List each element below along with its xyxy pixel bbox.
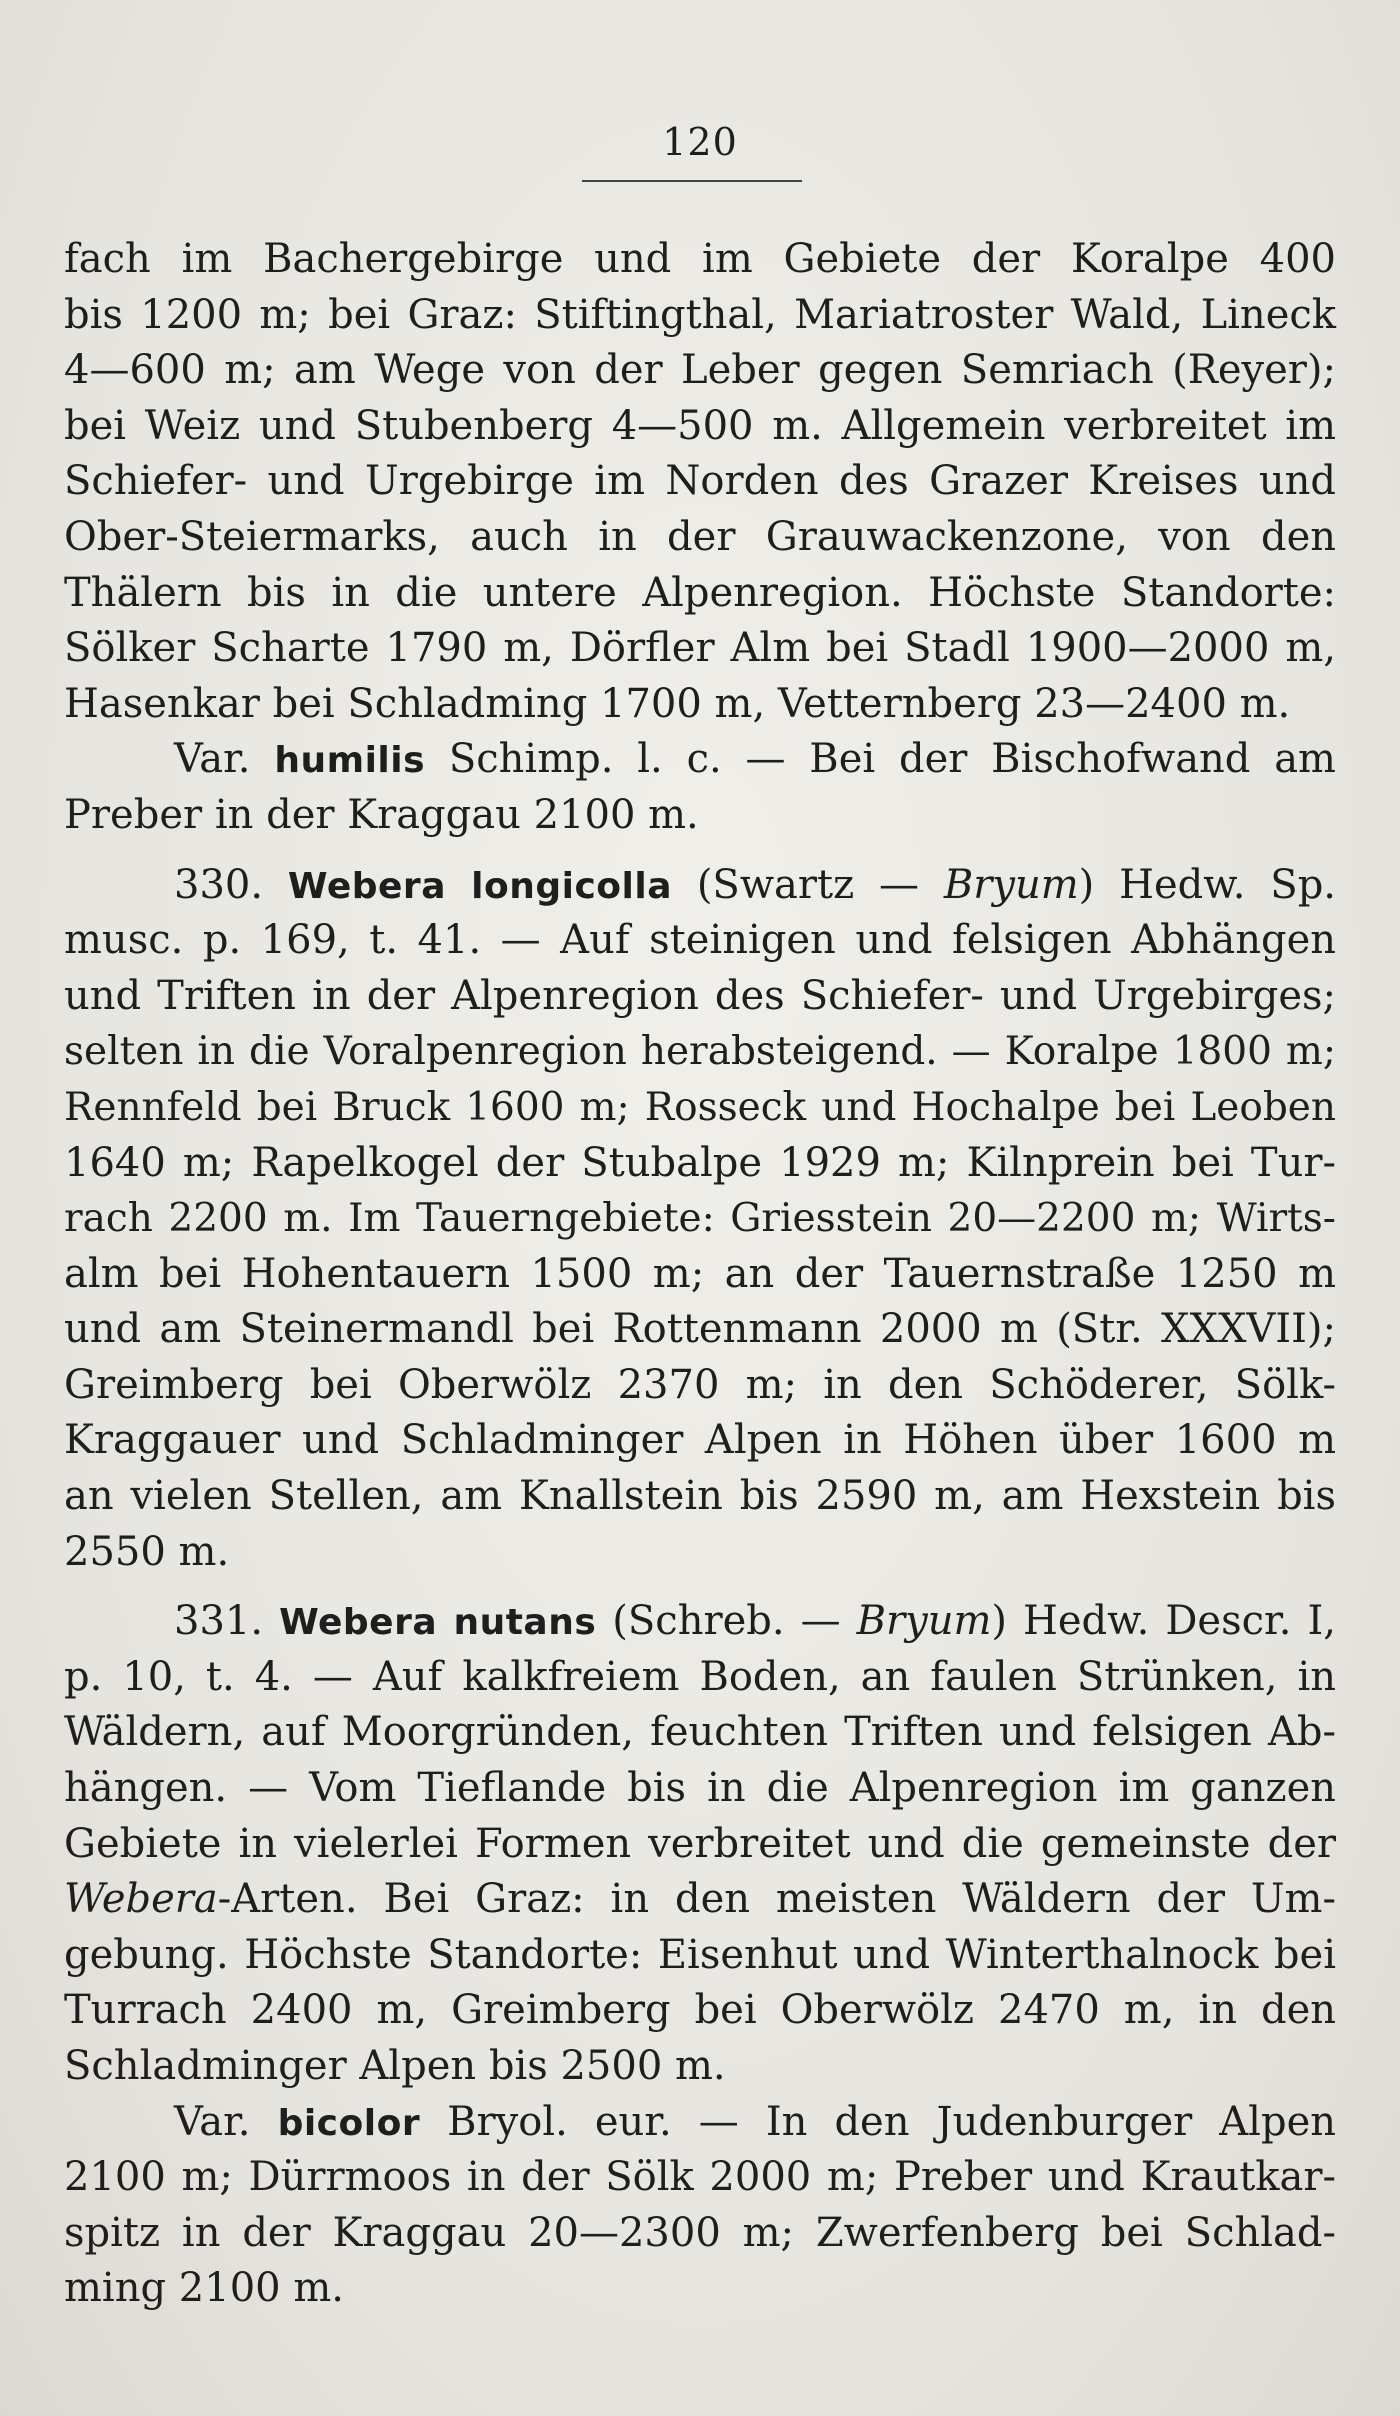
text-line: rach 2200 m. Im Tauerngebiete: Griesstein 20—2200 m; Wirts- xyxy=(64,1196,1336,1242)
variety-line xyxy=(64,2095,1336,2151)
line-suffix: Schimp. l. c. — Bei der Bischofwand am xyxy=(425,736,1336,783)
text-line: bei Weiz und Stubenberg 4—500 m. Allgemein verbreitet im xyxy=(64,402,1336,449)
entry-number: 330. xyxy=(174,861,288,908)
text-line: musc. p. 169, t. 41. — Auf steinigen und felsigen Abhängen xyxy=(64,917,1336,964)
text-line: Kraggauer und Schladminger Alpen in Höhen über 1600 m xyxy=(64,1417,1336,1464)
text-line: gebung. Höchste Standorte: Eisenhut und Winterthalnock bei xyxy=(64,1931,1336,1978)
text-line: Ober-Steiermarks, auch in der Grauwackenzone, von den xyxy=(64,513,1336,560)
line-suffix: Bryol. eur. — In den Judenburger Alpen xyxy=(420,2098,1337,2145)
text-line: und Triften in der Alpenregion des Schiefer- und Urgebirges; xyxy=(64,972,1336,1019)
text-line: Preber in der Kraggau 2100 m. xyxy=(64,791,699,838)
line-suffix: (Schreb. — xyxy=(596,1598,857,1645)
line-prefix: Var. xyxy=(174,736,275,783)
line-prefix: Var. xyxy=(174,2098,278,2145)
species-name: Webera longicolla xyxy=(287,865,672,907)
body-text xyxy=(64,232,1336,2317)
text-line: selten in die Voralpenregion herabsteigend. — Koralpe 1800 m; xyxy=(64,1029,1336,1075)
text-line: Schladminger Alpen bis 2500 m. xyxy=(64,2043,726,2089)
line-suffix-2: ) Hedw. Descr. I, xyxy=(991,1598,1336,1645)
text-line: Sölker Scharte 1790 m, Dörfler Alm bei Stadl 1900—2000 m, xyxy=(64,625,1336,672)
genus-italic: Webera xyxy=(64,1876,218,1923)
species-name: Webera nutans xyxy=(279,1602,597,1644)
text-line: alm bei Hohentauern 1500 m; an der Tauernstraße 1250 m xyxy=(64,1250,1336,1297)
line-suffix-2: ) Hedw. Sp. xyxy=(1078,861,1337,908)
text-line: an vielen Stellen, am Knallstein bis 2590 m, am Hexstein bis xyxy=(64,1473,1336,1520)
text-line: Schiefer- und Urgebirge im Norden des Grazer Kreises und xyxy=(64,458,1336,505)
entry-number: 331. xyxy=(174,1598,280,1645)
text-line: Hasenkar bei Schladming 1700 m, Vetternberg 23—2400 m. xyxy=(64,680,1291,727)
genus-italic: Bryum xyxy=(856,1598,992,1645)
genus-italic: Bryum xyxy=(943,861,1079,908)
page-number: 120 xyxy=(662,120,738,164)
variety-line xyxy=(64,732,1336,788)
text-line: p. 10, t. 4. — Auf kalkfreiem Boden, an faulen Strünken, in xyxy=(64,1653,1336,1700)
text-line xyxy=(64,1872,1336,1928)
text-line: bis 1200 m; bei Graz: Stiftingthal, Mariatroster Wald, Lineck xyxy=(64,291,1336,338)
header-rule xyxy=(582,180,802,182)
text-line: 1640 m; Rapelkogel der Stubalpe 1929 m; Kilnprein bei Tur- xyxy=(64,1139,1336,1186)
text-line: Wäldern, auf Moorgründen, feuchten Triften und felsigen Ab- xyxy=(64,1709,1336,1756)
variety-name: humilis xyxy=(274,740,426,782)
species-heading-331 xyxy=(64,1594,1336,1650)
variety-name: bicolor xyxy=(277,2102,421,2144)
text-line: Turrach 2400 m, Greimberg bei Oberwölz 2470 m, in den xyxy=(64,1987,1336,2034)
text-line: Thälern bis in die untere Alpenregion. Höchste Standorte: xyxy=(64,569,1336,616)
text-line: 4—600 m; am Wege von der Leber gegen Semriach (Reyer); xyxy=(64,347,1336,394)
text-line: hängen. — Vom Tieflande bis in die Alpenregion im ganzen xyxy=(64,1765,1336,1812)
text-line: Gebiete in vielerlei Formen verbreitet und die gemeinste der xyxy=(64,1820,1336,1867)
text-line: Greimberg bei Oberwölz 2370 m; in den Schöderer, Sölk- xyxy=(64,1361,1336,1408)
text-line: ming 2100 m. xyxy=(64,2265,344,2312)
line-suffix: -Arten. Bei Graz: in den meisten Wäldern der Um- xyxy=(217,1876,1336,1923)
text-line: Rennfeld bei Bruck 1600 m; Rosseck und Hochalpe bei Leoben xyxy=(64,1084,1336,1130)
text-line: und am Steinermandl bei Rottenmann 2000 m (Str. XXXVII); xyxy=(64,1306,1336,1353)
text-line: spitz in der Kraggau 20—2300 m; Zwerfenberg bei Schlad- xyxy=(64,2209,1336,2256)
species-heading-330 xyxy=(64,858,1336,914)
text-line: fach im Bachergebirge und im Gebiete der Koralpe 400 xyxy=(64,236,1336,282)
text-line: 2550 m. xyxy=(64,1528,230,1575)
text-line: 2100 m; Dürrmoos in der Sölk 2000 m; Preber und Krautkar- xyxy=(64,2154,1336,2201)
line-suffix: (Swartz — xyxy=(671,861,944,908)
